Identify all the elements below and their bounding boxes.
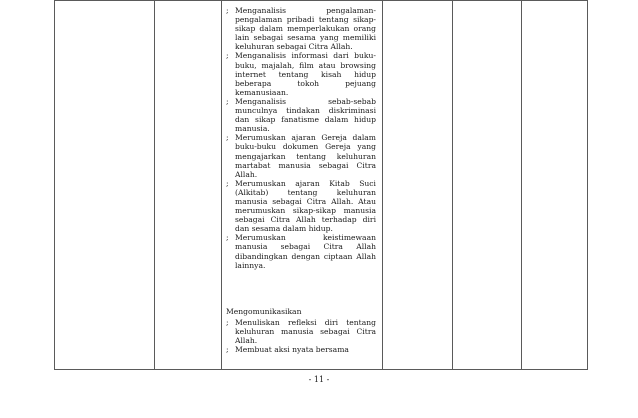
list-item [226, 233, 376, 269]
learning-activities [222, 1, 382, 354]
lesson-table [54, 0, 588, 370]
table-cell-empty [453, 1, 522, 370]
item-text: Menganalisis pengalaman-pengalaman pribadi tentang sikap-sikap dalam memperlakukan orang lain sebagai sesama yang memiliki keluhuran sebagai Citra Allah. [235, 6, 376, 52]
item-text: Membuat aksi nyata bersama [235, 345, 349, 355]
table-cell-empty [522, 1, 588, 370]
bullet-marker: ; [226, 96, 229, 106]
table-row [55, 1, 588, 370]
item-text: Merumuskan ajaran Kitab Suci (Alkitab) tentang keluhuran manusia sebagai Citra Allah. Atau merumuskan sikap-sikap manusia sebagai Citra Allah terhadap diri dan sesama dalam hidup. [235, 178, 376, 234]
item-text: Menganalisis informasi dari buku-buku, majalah, film atau browsing internet tentang kisah hidup beberapa tokoh pejuang kemanusiaan. [235, 51, 376, 97]
list-item [226, 6, 376, 51]
item-text: Menganalisis sebab-sebab munculnya tindakan diskriminasi dan sikap fanatisme dalam hidup manusia. [235, 96, 376, 134]
bullet-marker: ; [226, 233, 229, 243]
bullet-marker: ; [226, 6, 229, 15]
page-number: - 11 - [308, 375, 330, 384]
list-item [226, 51, 376, 96]
list-item [226, 133, 376, 178]
bullet-marker: ; [226, 51, 229, 61]
learning-activities-cell [222, 1, 383, 370]
list-item [226, 345, 376, 354]
table-cell-empty [383, 1, 453, 370]
bullet-marker: ; [226, 345, 229, 355]
bullet-marker: ; [226, 178, 229, 188]
bullet-marker: ; [226, 133, 229, 143]
item-text: Merumuskan keistimewaan manusia sebagai Citra Allah dibandingkan dengan ciptaan Allah lainnya. [235, 233, 376, 270]
list-item [226, 97, 376, 133]
spacer [226, 270, 376, 307]
item-text: Merumuskan ajaran Gereja dalam buku-buku dokumen Gereja yang mengajarkan tentang keluhuran martabat manusia sebagai Citra Allah. [235, 133, 376, 179]
section-heading: Mengomunikasikan [226, 306, 302, 316]
list-item [226, 318, 376, 345]
table-cell-empty [55, 1, 155, 370]
list-item [226, 179, 376, 234]
bullet-marker: ; [226, 317, 229, 327]
table-cell-empty [155, 1, 222, 370]
item-text: Menuliskan refleksi diri tentang keluhuran manusia sebagai Citra Allah. [235, 317, 376, 345]
